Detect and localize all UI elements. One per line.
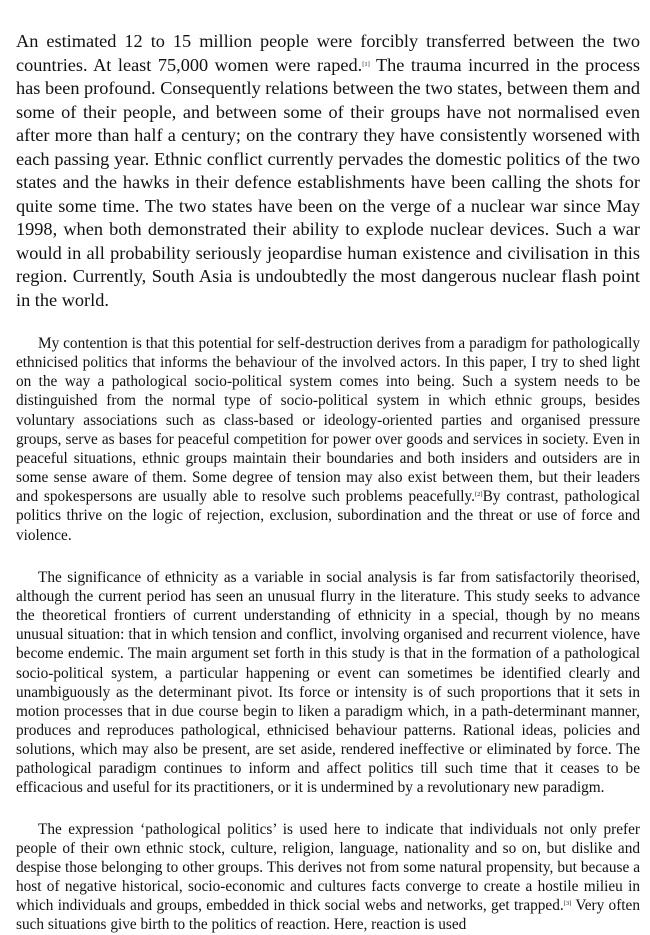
paragraph-text: The significance of ethnicity as a variable in social analysis is far from satisfactorily theorised, although the current period has seen an unusual flurry in the literature. This study seeks to advance the theoretical frontiers of current understanding of ethnicity in a special, though by no means unusual situation: that in which tension and conflict, involving organised and recurrent violence, have become endemic. The main argument set forth in this study is that in the formation of a pathological socio-political system, a particular happening or event can sometimes be identified clearly and unambiguously as the determinant pivot. Its force or intensity is of such proportions that it sets in motion processes that in due course begin to liken a paradigm which, in a path-determinant manner, produces and reproduces pathological, ethnicised behaviour patterns. Rational ideas, policies and solutions, which may also be present, are set aside, rendered ineffective or eliminated by force. The pathological paradigm continues to inform and affect politics till such time that it ceases to be efficacious and useful for its practitioners, or it is undermined by a revolutionary new paradigm. xyxy=(16,568,640,797)
footnote-marker-1[interactable]: [1] xyxy=(362,60,370,68)
document-page xyxy=(16,0,640,935)
paragraph-intro xyxy=(16,30,640,312)
footnote-marker-2[interactable]: [2] xyxy=(475,491,483,499)
footnote-marker-3[interactable]: [3] xyxy=(563,900,572,908)
paragraph-text: Very often such situations give birth to the politics of reaction. Here, reaction is used xyxy=(16,897,640,934)
paragraph-expression xyxy=(16,820,640,935)
paragraph-text: The trauma incurred in the process has been profound. Consequently relations between the two states, between them and some of their people, and between some of their groups have not normalised even after more than half a century; on the contrary they have consistently worsened with each passing year. Ethnic conflict currently pervades the domestic politics of the two states and the hawks in their defence establishments have been calling the shots for quite some time. The two states have been on the verge of a nuclear war since May 1998, when both demonstrated their ability to explode nuclear devices. Such a war would in all probability seriously jeopardise human existence and civilisation in this region. Currently, South Asia is undoubtedly the most dangerous nuclear flash point in the world. xyxy=(16,54,640,310)
paragraph-text: The expression ‘pathological politics’ is used here to indicate that individuals not only prefer people of their own ethnic stock, culture, religion, language, nationality and so on, but dislike and despise those belonging to other groups. This derives not from some natural propensity, but because a host of negative historical, socio-economic and cultures facts converge to create a hostile milieu in which individuals and groups, embedded in thick social webs and networks, get trapped. xyxy=(16,820,640,915)
paragraph-text: By contrast, pathological politics thrive on the logic of rejection, exclusion, subordination and the threat or use of force and violence. xyxy=(16,488,640,544)
paragraph-contention xyxy=(16,334,640,545)
paragraph-text: My contention is that this potential for self-destruction derives from a paradigm for pathologically ethnicised politics that informs the behaviour of the involved actors. In this paper, I try to shed light on the way a pathological socio-political system comes into being. Such a system needs to be distinguished from the normal type of socio-political system in which ethnic groups, besides voluntary associations such as class-based or ideology-oriented parties and organised pressure groups, serve as bases for peaceful competition for power over goods and services in society. Even in peaceful situations, ethnic groups maintain their boundaries and both insiders and outsiders are in some sense aware of them. Some degree of tension may also exist between them, but their leaders and spokespersons are usually able to resolve such problems peacefully. xyxy=(16,335,640,506)
paragraph-significance xyxy=(16,568,640,798)
paragraph-text: An estimated 12 to 15 million people were forcibly transferred between the two countries. At least 75,000 women were raped. xyxy=(16,31,640,75)
